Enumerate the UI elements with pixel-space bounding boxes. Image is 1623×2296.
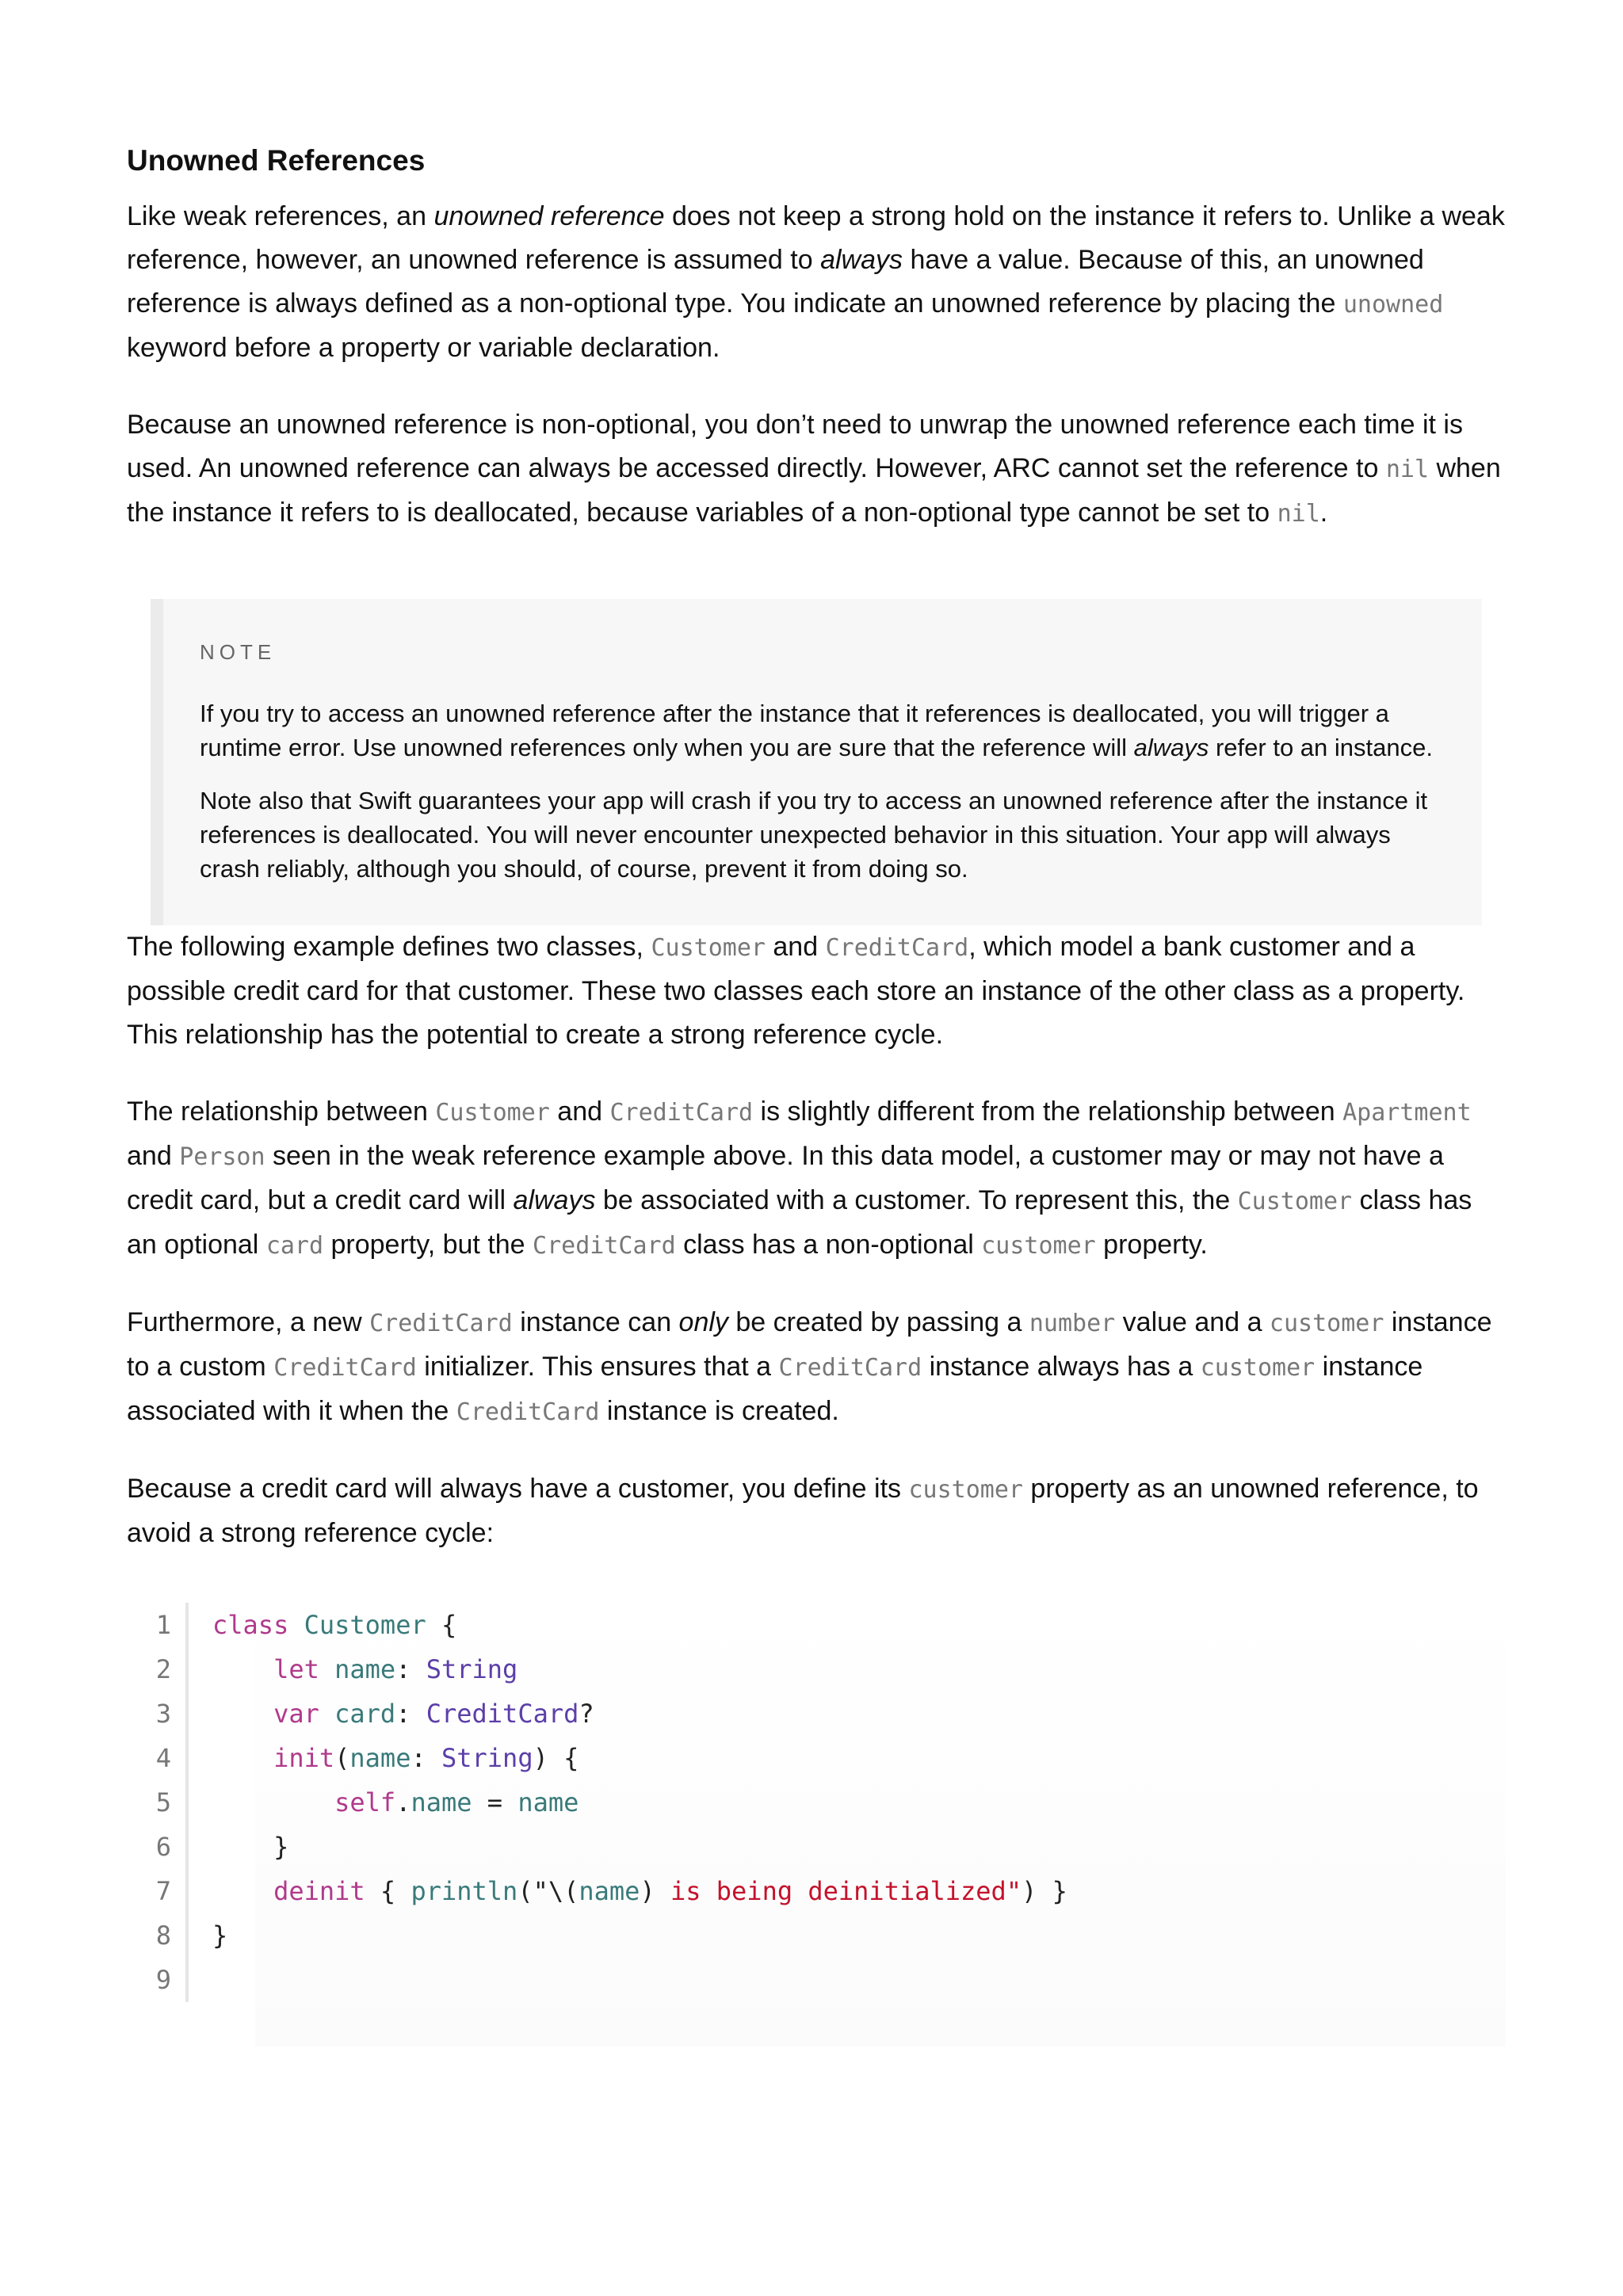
- text: does not keep a strong hold on the instance it refers to. Unlike a weak reference, however, an unowned reference is assumed to: [127, 201, 1505, 275]
- code-token-string: is being deinitialized": [655, 1876, 1022, 1906]
- code-token-punct: }: [212, 1920, 228, 1951]
- text: be associated with a customer. To represent this, the: [595, 1185, 1238, 1215]
- text: class has a non-optional: [675, 1230, 982, 1260]
- inline-code: customer: [981, 1232, 1096, 1260]
- paragraph-initializer: [127, 1301, 1506, 1434]
- paragraph-relationship: [127, 1090, 1506, 1268]
- code-token-type: String: [426, 1654, 518, 1684]
- code-listing: [127, 1603, 1506, 1999]
- code-token-type-name: Customer: [304, 1610, 426, 1640]
- code-token-keyword: init: [273, 1743, 335, 1773]
- text: If you try to access an unowned reference after the instance that it references is deallocated, you will trigger a runtime error. Use unowned references only when you are sure that the reference will: [200, 700, 1389, 761]
- line-number: 9: [127, 1958, 189, 2002]
- text: instance is created.: [599, 1396, 839, 1426]
- code-token-punct: {: [426, 1610, 457, 1640]
- code-token-operator: =: [472, 1787, 518, 1817]
- text: Furthermore, a new: [127, 1307, 370, 1337]
- line-number: 4: [127, 1736, 189, 1780]
- code-line: [127, 1913, 227, 1958]
- text: be created by passing a: [727, 1307, 1029, 1337]
- inline-code: number: [1029, 1310, 1116, 1337]
- inline-code: unowned: [1342, 291, 1444, 318]
- text: instance can: [512, 1307, 679, 1337]
- text: when the instance it refers to is deallocated, because variables of a non-optional type cannot be set to: [127, 453, 1501, 528]
- line-number: 8: [127, 1913, 189, 1958]
- code-token-punct: (: [334, 1743, 350, 1773]
- line-number: 6: [127, 1825, 189, 1869]
- note-label: NOTE: [200, 640, 277, 664]
- line-number: 1: [127, 1603, 189, 1647]
- code-token-punct: ) {: [533, 1743, 579, 1773]
- code-token-identifier: card: [334, 1699, 396, 1729]
- emphasis: unowned reference: [433, 201, 665, 231]
- text: property, but the: [323, 1230, 533, 1260]
- text: property as an unowned reference, to avoid a strong reference cycle:: [127, 1474, 1479, 1548]
- note-paragraph: Note also that Swift guarantees your app will crash if you try to access an unowned reference after the instance it references is deallocated. You will never encounter unexpected behavior in this situation. Your app will always crash reliably, although you should, of course, prevent it from doing so.: [200, 787, 1428, 883]
- code-token-string-interp-close: ): [640, 1876, 655, 1906]
- inline-code: Customer: [435, 1099, 550, 1127]
- code-token-identifier: name: [579, 1876, 640, 1906]
- section-title: Unowned References: [127, 144, 426, 177]
- code-token-punct: }: [273, 1832, 289, 1862]
- line-number: 5: [127, 1780, 189, 1825]
- paragraph-unowned-intro: [127, 195, 1506, 370]
- code-token-keyword: var: [273, 1699, 319, 1729]
- code-token-keyword: self: [334, 1787, 396, 1817]
- inline-code: CreditCard: [778, 1354, 922, 1382]
- text: is slightly different from the relationship between: [753, 1097, 1343, 1127]
- code-token-punct: {: [365, 1876, 411, 1906]
- inline-code: Customer: [651, 934, 766, 962]
- code-token-identifier: name: [334, 1654, 396, 1684]
- text: The following example defines two classes,: [127, 932, 651, 962]
- code-token-keyword: deinit: [273, 1876, 365, 1906]
- emphasis: always: [1133, 734, 1209, 761]
- emphasis: always: [513, 1185, 596, 1215]
- text: instance to a custom: [127, 1307, 1492, 1382]
- text: Like weak references, an: [127, 201, 434, 231]
- code-line: [127, 1647, 517, 1691]
- code-line: [127, 1780, 579, 1825]
- line-number: 2: [127, 1647, 189, 1691]
- inline-code: CreditCard: [456, 1398, 600, 1426]
- text: value and a: [1115, 1307, 1270, 1337]
- code-token-keyword: class: [212, 1610, 289, 1640]
- inline-code: Customer: [1237, 1188, 1353, 1215]
- text: instance associated with it when the: [127, 1352, 1423, 1426]
- text: refer to an instance.: [1209, 734, 1433, 761]
- code-token-punct: .: [395, 1787, 411, 1817]
- code-line: [127, 1736, 579, 1780]
- code-token-string-interp-open: "\(: [533, 1876, 579, 1906]
- text: Because an unowned reference is non-optional, you don’t need to unwrap the unowned reference each time it is used. An unowned reference can always be accessed directly. However, ARC cannot set the reference to: [127, 410, 1463, 483]
- code-token-punct: :: [411, 1743, 426, 1773]
- code-token-identifier: name: [517, 1787, 579, 1817]
- inline-code: Person: [179, 1143, 265, 1171]
- code-token-function: println: [411, 1876, 518, 1906]
- text: instance always has a: [922, 1352, 1201, 1382]
- inline-code: nil: [1385, 456, 1430, 483]
- text: have a value. Because of this, an unowned reference is always defined as a non-optional type. You indicate an unowned reference by placing the: [127, 245, 1424, 318]
- paragraph-unowned-property: [127, 1467, 1506, 1555]
- text: and: [765, 932, 826, 962]
- text: and: [549, 1097, 610, 1127]
- text: The relationship between: [127, 1097, 436, 1127]
- inline-code: customer: [1200, 1354, 1316, 1382]
- text: seen in the weak reference example above. In this data model, a customer may or may not have a credit card, but a credit card will: [127, 1141, 1444, 1215]
- code-token-identifier: name: [349, 1743, 411, 1773]
- document-page: [127, 143, 1506, 1999]
- code-line: [127, 1691, 594, 1736]
- code-token-keyword: let: [273, 1654, 319, 1684]
- line-number: 7: [127, 1869, 189, 1913]
- text: initializer. This ensures that a: [416, 1352, 779, 1382]
- text: class has an optional: [127, 1185, 1472, 1260]
- text: , which model a bank customer and a possible credit card for that customer. These two classes each store an instance of the other class as a property. This relationship has the potential to create a strong reference cycle.: [127, 932, 1465, 1050]
- code-token-punct: (: [517, 1876, 533, 1906]
- text: Because a credit card will always have a customer, you define its: [127, 1474, 909, 1504]
- code-line: [127, 1958, 212, 2002]
- text: property.: [1095, 1230, 1208, 1260]
- inline-code: nil: [1277, 500, 1320, 528]
- text: and: [127, 1141, 180, 1171]
- code-token-type: CreditCard: [426, 1699, 579, 1729]
- inline-code: CreditCard: [533, 1232, 676, 1260]
- text: .: [1319, 498, 1328, 528]
- emphasis: only: [678, 1307, 728, 1337]
- inline-code: customer: [1269, 1310, 1384, 1337]
- inline-code: CreditCard: [369, 1310, 513, 1337]
- code-token-punct: ?: [579, 1699, 594, 1729]
- code-token-punct: :: [395, 1699, 411, 1729]
- inline-code: card: [265, 1232, 324, 1260]
- paragraph-example-intro: [127, 925, 1506, 1057]
- note-paragraph: [200, 696, 1433, 765]
- code-token-punct: ) }: [1022, 1876, 1067, 1906]
- inline-code: CreditCard: [825, 934, 969, 962]
- code-token-type: String: [441, 1743, 533, 1773]
- code-line: [127, 1869, 1067, 1913]
- text: keyword before a property or variable declaration.: [127, 333, 720, 363]
- inline-code: Apartment: [1342, 1099, 1472, 1127]
- inline-code: CreditCard: [609, 1099, 754, 1127]
- code-line: [127, 1825, 288, 1869]
- code-token-punct: :: [395, 1654, 411, 1684]
- code-line: [127, 1603, 456, 1647]
- code-token-identifier: name: [411, 1787, 472, 1817]
- emphasis: always: [820, 245, 903, 275]
- line-number: 3: [127, 1691, 189, 1736]
- paragraph-non-optional: [127, 403, 1506, 536]
- note-box: [151, 599, 1482, 925]
- inline-code: CreditCard: [273, 1354, 417, 1382]
- inline-code: customer: [908, 1476, 1023, 1504]
